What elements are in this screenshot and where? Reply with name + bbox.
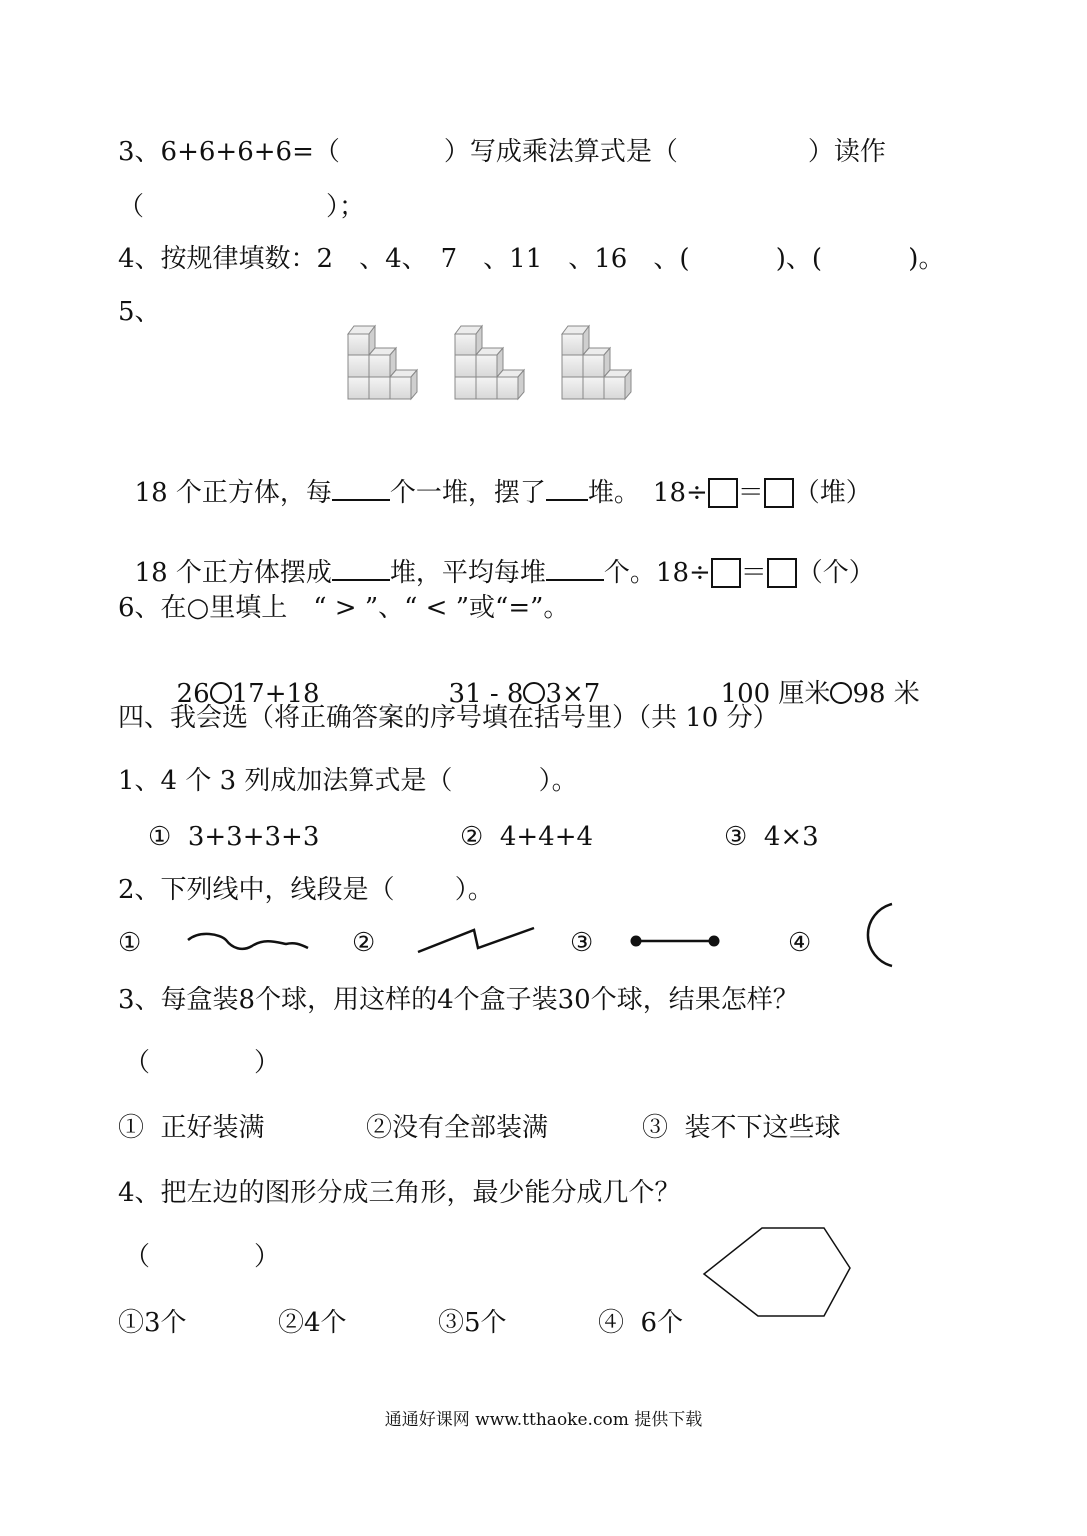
q5-line1 <box>118 443 872 509</box>
choice-4-option-4[interactable]: ④ 6个 <box>598 1308 684 1338</box>
q5-line2-text-c: 个。18÷ <box>603 558 711 588</box>
cube-stack-2 <box>455 326 524 399</box>
compare-3-left: 100 厘米 <box>720 679 831 709</box>
blank-each-pile[interactable] <box>546 555 604 581</box>
q5-line2-text-b: 堆，平均每堆 <box>389 558 546 588</box>
cube-stack-1 <box>348 326 417 399</box>
page-footer: 通通好课网 www.tthaoke.com 提供下载 <box>384 1410 703 1430</box>
answer-box-quotient-2[interactable] <box>767 558 797 588</box>
q3-line1: 3、6+6+6+6=（ ）写成乘法算式是（ ）读作 <box>118 137 886 167</box>
arc-figure <box>858 900 898 970</box>
blank-piles[interactable] <box>332 555 390 581</box>
choice-4-question: 4、把左边的图形分成三角形，最少能分成几个？ <box>118 1178 681 1208</box>
choice-3-question: 3、每盒装8个球，用这样的4个盒子装30个球，结果怎样？ <box>118 985 799 1015</box>
choice-1-option-2[interactable]: ② 4+4+4 <box>460 822 594 852</box>
cube-stack-3 <box>562 326 631 399</box>
curved-line-figure <box>186 926 312 956</box>
choice-4-option-2[interactable]: ②4个 <box>278 1308 347 1338</box>
broken-line-figure <box>416 924 538 956</box>
q5-line2-text-a: 18 个正方体摆成 <box>134 558 332 588</box>
choice-4-answer-paren[interactable]: （ ） <box>124 1242 281 1272</box>
compare-2-left: 31 - 8 <box>448 679 524 709</box>
q5-line1-text-d: ＝ <box>737 478 764 508</box>
compare-2-circle[interactable] <box>523 682 545 704</box>
compare-3-circle[interactable] <box>830 682 852 704</box>
answer-box-quotient[interactable] <box>764 478 794 508</box>
q6-title: 6、在○里填上 “ > ”、“ < ”或“=”。 <box>118 593 570 623</box>
q5-line1-text-b: 个一堆，摆了 <box>389 478 546 508</box>
choice-4-option-3[interactable]: ③5个 <box>438 1308 507 1338</box>
q5-line2-text-d: ＝ <box>740 558 767 588</box>
q5-line1-unit: （堆） <box>793 478 872 508</box>
choice-3-option-1[interactable]: ① 正好装满 <box>118 1113 265 1143</box>
compare-3 <box>704 646 920 710</box>
choice-1-option-1[interactable]: ① 3+3+3+3 <box>148 822 320 852</box>
compare-1-circle[interactable] <box>210 682 232 704</box>
blank-pile-count[interactable] <box>546 475 588 501</box>
compare-1 <box>160 646 320 710</box>
choice-3-answer-paren[interactable]: （ ） <box>124 1048 281 1078</box>
q5-line2-unit: （个） <box>796 558 875 588</box>
choice-1-question: 1、4 个 3 列成加法算式是（ ）。 <box>118 766 578 796</box>
compare-3-right: 98 米 <box>852 679 920 709</box>
q3-line2: （ ）； <box>118 192 366 222</box>
section-4-title: 四、我会选（将正确答案的序号填在括号里）（共 10 分） <box>118 703 779 733</box>
answer-box-divisor-2[interactable] <box>711 558 741 588</box>
compare-2 <box>432 646 600 710</box>
compare-2-right: 3×7 <box>545 679 601 709</box>
compare-1-left: 26 <box>176 679 210 709</box>
q5-label: 5、 <box>118 297 161 327</box>
choice-2-marker-4[interactable]: ④ <box>788 928 812 958</box>
choice-3-option-2[interactable]: ②没有全部装满 <box>366 1113 549 1143</box>
answer-box-divisor[interactable] <box>708 478 738 508</box>
q5-line1-text-c: 堆。 18÷ <box>587 478 708 508</box>
line-segment-figure <box>628 930 724 952</box>
choice-2-marker-2[interactable]: ② <box>352 928 376 958</box>
choice-1-option-3[interactable]: ③ 4×3 <box>724 822 819 852</box>
cube-stacks-figure <box>340 318 650 404</box>
blank-per-pile[interactable] <box>332 475 390 501</box>
choice-2-question: 2、下列线中，线段是（ ）。 <box>118 875 494 905</box>
choice-4-option-1[interactable]: ①3个 <box>118 1308 187 1338</box>
choice-2-marker-3[interactable]: ③ <box>570 928 594 958</box>
q5-line2 <box>118 523 875 589</box>
compare-1-right: 17+18 <box>231 679 320 709</box>
choice-2-marker-1[interactable]: ① <box>118 928 142 958</box>
choice-3-option-3[interactable]: ③ 装不下这些球 <box>642 1113 841 1143</box>
q4-sequence: 4、按规律填数：2 、4、 7 、11 、16 、( )、( )。 <box>118 244 945 274</box>
q5-line1-text-a: 18 个正方体，每 <box>134 478 332 508</box>
hexagon-figure <box>700 1222 854 1322</box>
